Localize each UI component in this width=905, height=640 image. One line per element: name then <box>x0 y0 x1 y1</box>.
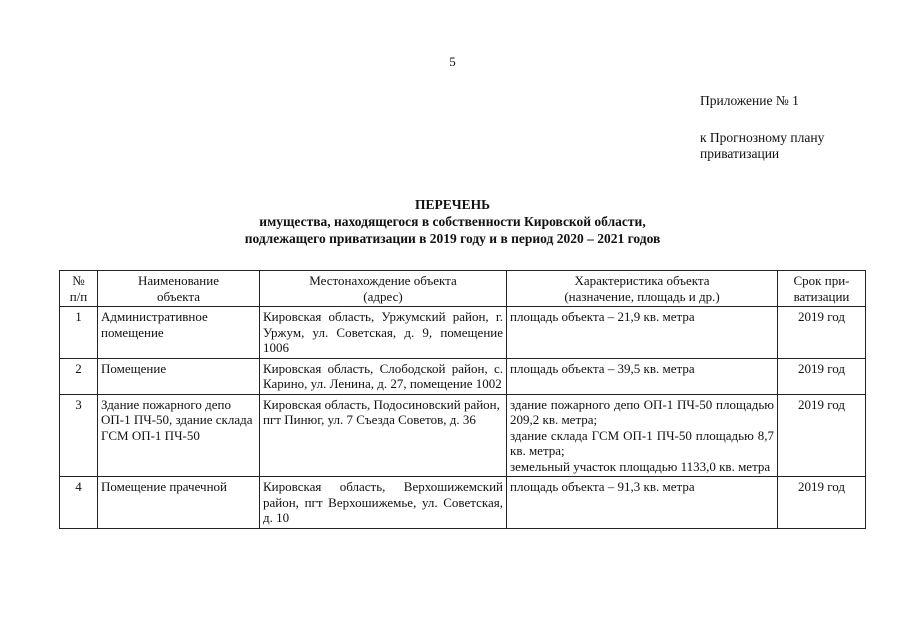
title-line-1: имущества, находящегося в собственности Кировской области, <box>259 214 646 229</box>
cell-no: 3 <box>60 394 98 477</box>
cell-location: Кировская область, Подосиновский район, пгт Пинюг, ул. 7 Съезда Советов, д. 36 <box>260 394 507 477</box>
cell-characteristic: площадь объекта – 91,3 кв. метра <box>507 477 778 529</box>
cell-no: 4 <box>60 477 98 529</box>
cell-name: Здание пожарного депо ОП-1 ПЧ-50, здание склада ГСМ ОП-1 ПЧ-50 <box>98 394 260 477</box>
header-term: Срок при- ватизации <box>778 271 866 307</box>
appendix-number: Приложение № 1 <box>700 93 799 108</box>
cell-term: 2019 год <box>778 307 866 359</box>
title-heading: ПЕРЕЧЕНЬ <box>414 197 491 212</box>
cell-no: 1 <box>60 307 98 359</box>
header-location: Местонахождение объекта (адрес) <box>260 271 507 307</box>
header-no: № п/п <box>60 271 98 307</box>
table-row <box>60 307 866 359</box>
header-name: Наименование объекта <box>98 271 260 307</box>
cell-characteristic: здание пожарного депо ОП-1 ПЧ-50 площадью 209,2 кв. метра; здание склада ГСМ ОП-1 ПЧ-50 площадью 8,7 кв. метра; земельный участок площадью 1133,0 кв. метра <box>507 394 778 477</box>
title-line-2: подлежащего приватизации в 2019 году и в период 2020 – 2021 годов <box>244 231 661 246</box>
table-row <box>60 358 866 394</box>
cell-term: 2019 год <box>778 477 866 529</box>
table-header-row <box>60 271 866 307</box>
table-row <box>60 394 866 477</box>
page-number: 5 <box>449 54 456 69</box>
cell-location: Кировская область, Верхошижемский район, пгт Верхошижемье, ул. Советская, д. 10 <box>260 477 507 529</box>
document-title <box>0 196 905 247</box>
cell-name: Административное помещение <box>98 307 260 359</box>
cell-term: 2019 год <box>778 394 866 477</box>
cell-characteristic: площадь объекта – 39,5 кв. метра <box>507 358 778 394</box>
appendix-reference: к Прогнозному плану приватизации <box>700 130 825 161</box>
cell-location: Кировская область, Уржумский район, г. Уржум, ул. Советская, д. 9, помещение 1006 <box>260 307 507 359</box>
cell-name: Помещение <box>98 358 260 394</box>
cell-term: 2019 год <box>778 358 866 394</box>
property-table <box>59 270 866 529</box>
cell-name: Помещение прачечной <box>98 477 260 529</box>
cell-characteristic: площадь объекта – 21,9 кв. метра <box>507 307 778 359</box>
header-characteristic: Характеристика объекта (назначение, площадь и др.) <box>507 271 778 307</box>
appendix-block <box>700 93 850 162</box>
cell-location: Кировская область, Слободской район, с. Карино, ул. Ленина, д. 27, помещение 1002 <box>260 358 507 394</box>
cell-no: 2 <box>60 358 98 394</box>
table-row <box>60 477 866 529</box>
